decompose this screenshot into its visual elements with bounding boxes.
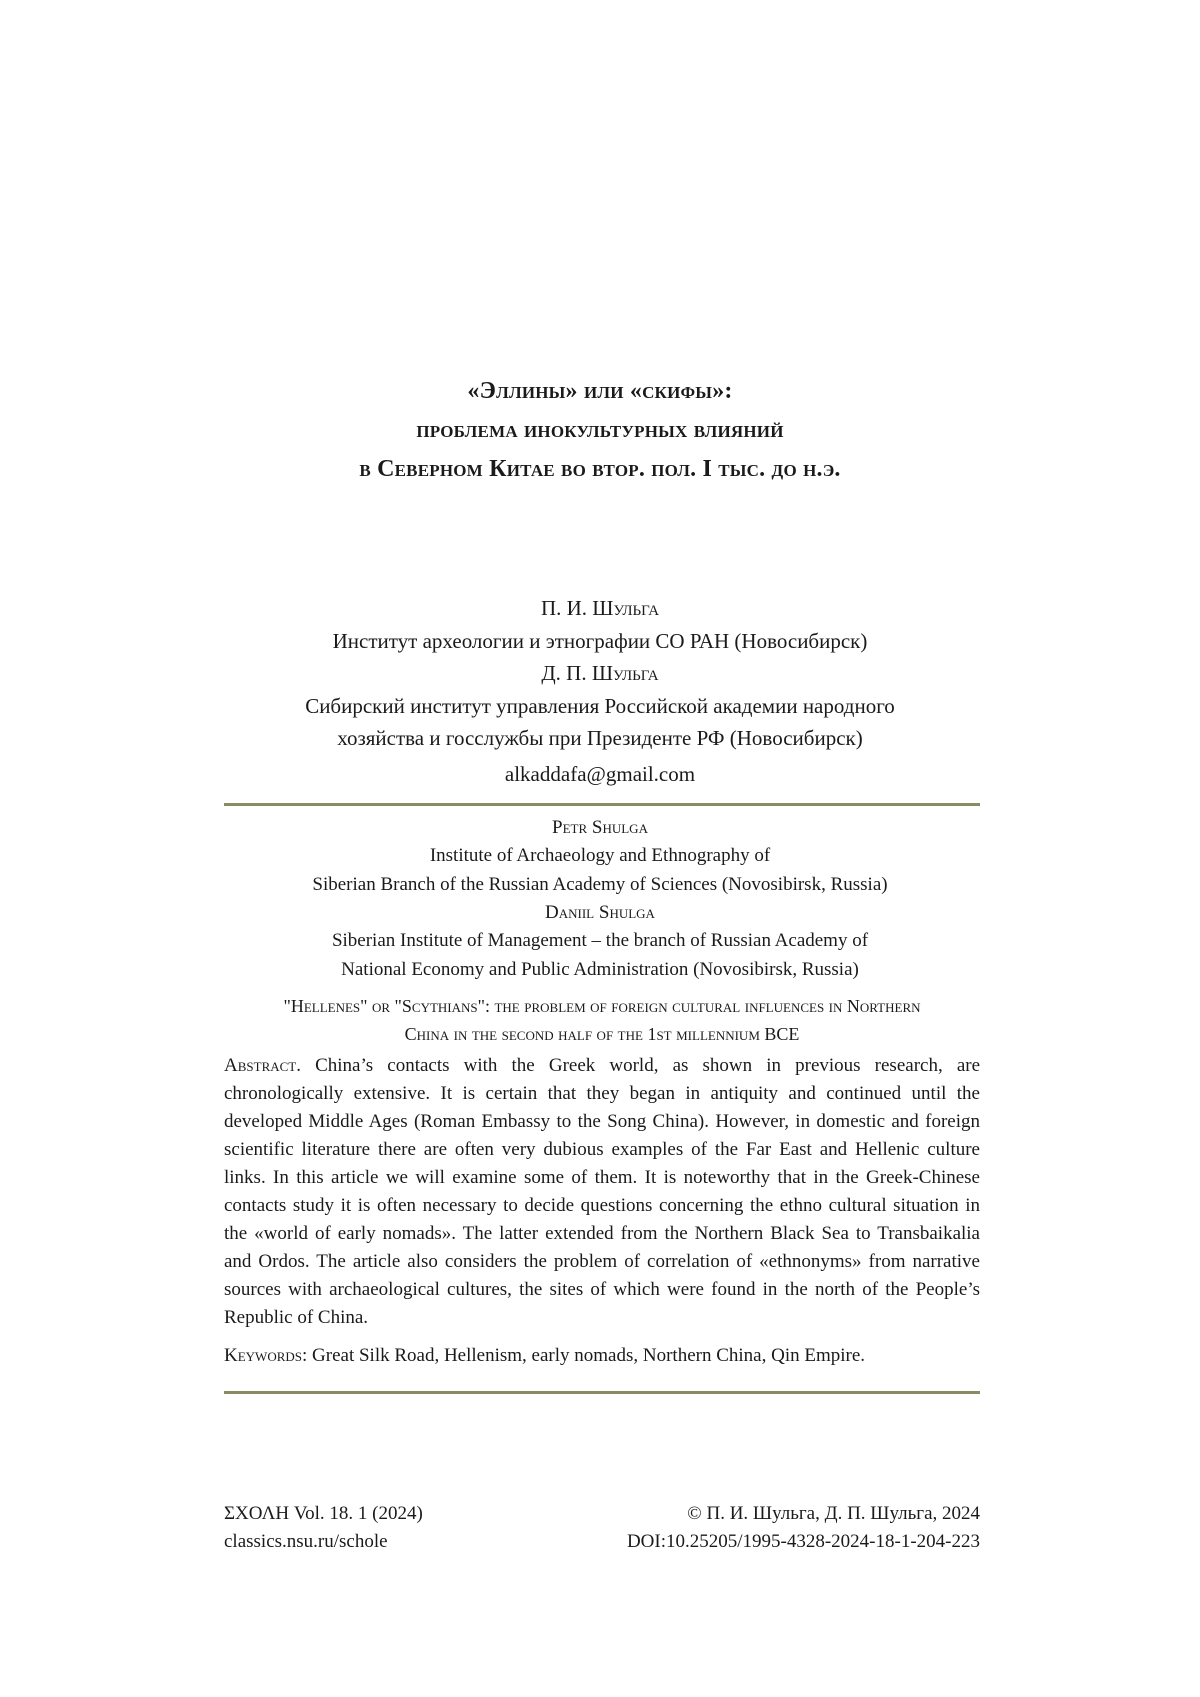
copyright-notice: © П. И. Шульга, Д. П. Шульга, 2024 [687,1503,980,1524]
author-1-name-ru: П. И. Шульга [540,596,660,620]
abstract-label: Abstract. [224,1055,301,1076]
title-line-2: проблема инокультурных влияний [416,417,784,443]
abstract-text: China’s contacts with the Greek world, as shown in previous research, are chronologically extensive. It is certain that they began in antiquity and continued until the developed Middle Ages (Roman Embassy to the Song China). However, in domestic and foreign scientific literature there are often very dubious examples of the Far East and Hellenic culture links. In this article we will examine some of them. It is noteworthy that in the Greek-Chinese contacts study it is often necessary to decide questions concerning the ethno cultural situation in the «world of early nomads». The latter extended from the Northern Black Sea to Transbaikalia and Ordos. The article also considers the problem of correlation of «ethnonyms» from narrative sources with archaeological cultures, the sites of which were found in the north of the People’s Republic of China. [224,1055,981,1328]
author-2-affiliation-en-line-2: National Economy and Public Administration (Novosibirsk, Russia) [341,958,859,980]
article-title-ru [0,372,1200,489]
footer-right [627,1500,980,1556]
title-en-line-2: China in the second half of the 1st millennium BCE [404,1024,800,1044]
author-1-affiliation-ru: Институт археологии и этнографии СО РАН (Новосибирск) [332,629,868,653]
title-line-1: «Эллины» или «скифы»: [467,378,733,404]
author-1-name-en: Petr Shulga [552,817,648,838]
footer-left [224,1500,423,1556]
keywords-paragraph [224,1342,980,1370]
author-2-affiliation-ru-line-1: Сибирский институт управления Российской академии народного [305,694,895,718]
author-1-affiliation-en-line-2: Siberian Branch of the Russian Academy of Sciences (Novosibirsk, Russia) [312,873,888,895]
title-en-line-1: "Hellenes" or "Scythians": the problem of foreign cultural influences in Northern [283,996,921,1016]
author-2-affiliation-en-line-1: Siberian Institute of Management – the branch of Russian Academy of [331,930,869,951]
divider-bottom [224,1391,980,1394]
keywords-label: Keywords: [224,1345,308,1366]
author-2-name-en: Daniil Shulga [545,902,655,923]
title-line-3: в Северном Китае во втор. пол. I тыс. до н.э. [359,456,841,482]
journal-citation: ΣΧΟΛΗ Vol. 18. 1 (2024) [224,1503,423,1524]
author-2-name-ru: Д. П. Шульга [541,661,659,685]
article-title-en [224,992,980,1048]
divider-top [224,803,980,806]
authors-ru-block [0,592,1200,792]
author-2-affiliation-ru-line-2: хозяйства и госслужбы при Президенте РФ (Новосибирск) [337,726,863,750]
author-1-affiliation-en-line-1: Institute of Archaeology and Ethnography of [429,845,771,866]
doi-link[interactable]: DOI:10.25205/1995-4328-2024-18-1-204-223 [626,1531,980,1552]
journal-site-link[interactable]: classics.nsu.ru/schole [224,1531,388,1552]
abstract-paragraph [224,1052,980,1332]
authors-en-block [0,814,1200,984]
author-email-link[interactable]: alkaddafa@gmail.com [504,762,696,786]
keywords-text: Great Silk Road, Hellenism, early nomads, Northern China, Qin Empire. [312,1345,866,1366]
